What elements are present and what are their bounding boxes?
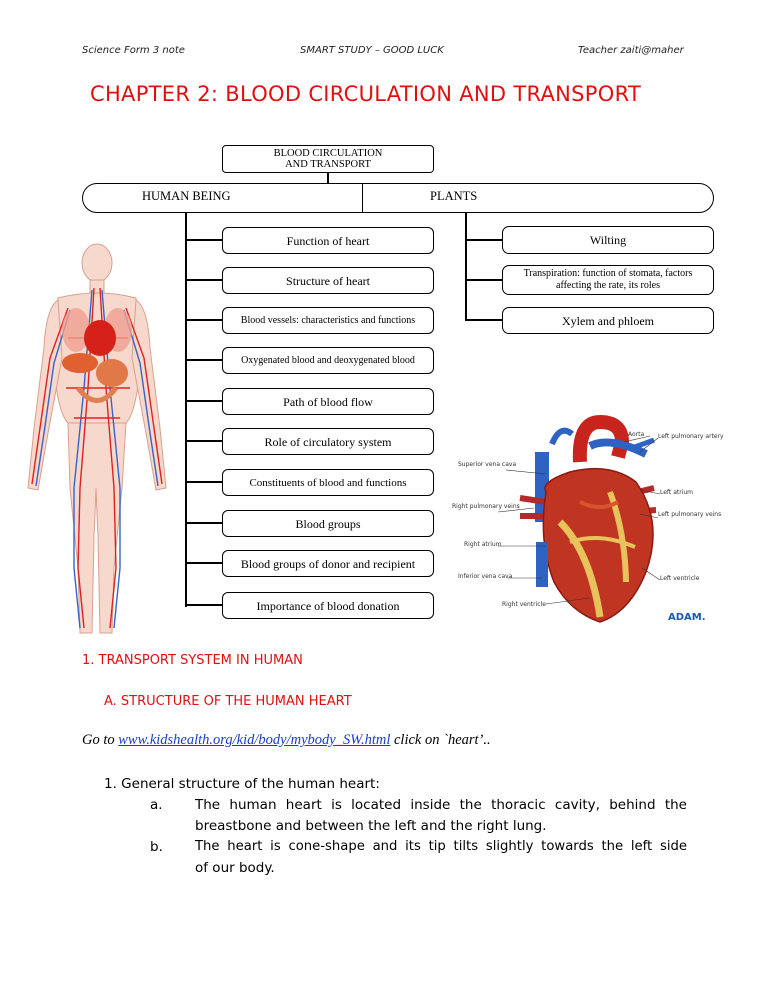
item-b-line-1: The heart is cone-shape and its tip tilts slightly towards the left side <box>195 839 687 854</box>
human-item-5: Path of blood flow <box>222 388 434 415</box>
label-lv: Left ventricle <box>660 575 700 582</box>
human-item-2: Structure of heart <box>222 267 434 294</box>
human-item-1: Function of heart <box>222 227 434 254</box>
header-left: Science Form 3 note <box>82 45 185 56</box>
header-center: SMART STUDY – GOOD LUCK <box>300 45 444 56</box>
label-lpv: Left pulmonary veins <box>658 511 722 518</box>
human-item-3: Blood vessels: characteristics and functions <box>222 307 434 334</box>
human-item-8: Blood groups <box>222 510 434 537</box>
item-a-line-1: The human heart is located inside the thoracic cavity, behind the <box>195 797 687 813</box>
human-item-4: Oxygenated blood and deoxygenated blood <box>222 347 434 374</box>
heart-diagram <box>450 412 730 627</box>
section-a-heading: A. STRUCTURE OF THE HUMAN HEART <box>104 694 352 709</box>
marker-a: a. <box>150 797 163 813</box>
goto-line <box>82 732 491 749</box>
adam-logo: ADAM. <box>668 612 706 623</box>
goto-prefix: Go to <box>82 732 119 748</box>
label-ra: Right atrium <box>464 541 502 548</box>
label-la: Left atrium <box>660 489 694 496</box>
human-item-9: Blood groups of donor and recipient <box>222 550 434 577</box>
item-a-line-2: breastbone and between the left and the right lung. <box>195 818 547 834</box>
plant-item-1: Wilting <box>502 226 714 254</box>
plants-label: PLANTS <box>430 189 478 203</box>
human-being-label: HUMAN BEING <box>142 189 231 203</box>
human-circulatory-illustration <box>8 238 186 648</box>
goto-suffix: click on `heart’.. <box>390 732 491 748</box>
marker-b: b. <box>150 839 163 855</box>
plant-item-3: Xylem and phloem <box>502 307 714 334</box>
human-item-7: Constituents of blood and functions <box>222 469 434 496</box>
label-ivc: Inferior vena cava <box>458 573 513 580</box>
kidshealth-link[interactable]: www.kidshealth.org/kid/body/mybody_SW.html <box>118 732 391 748</box>
label-rv: Right ventricle <box>502 601 546 608</box>
label-aorta: Aorta <box>628 431 645 438</box>
label-rpv: Right pulmonary veins <box>452 503 520 510</box>
section-1-heading: 1. TRANSPORT SYSTEM IN HUMAN <box>82 653 303 668</box>
human-item-10: Importance of blood donation <box>222 592 434 619</box>
chapter-title: CHAPTER 2: BLOOD CIRCULATION AND TRANSPORT <box>90 82 642 106</box>
plant-item-2: Transpiration: function of stomata, factors affecting the rate, its roles <box>502 265 714 295</box>
human-item-6: Role of circulatory system <box>222 428 434 455</box>
label-svc: Superior vena cava <box>458 461 517 468</box>
label-lpa: Left pulmonary artery <box>658 433 724 440</box>
item-b-line-2: of our body. <box>195 860 275 876</box>
root-node: BLOOD CIRCULATION AND TRANSPORT <box>222 145 434 173</box>
header-right: Teacher zaiti@maher <box>578 45 684 56</box>
list-item-1: 1. General structure of the human heart: <box>104 776 380 792</box>
